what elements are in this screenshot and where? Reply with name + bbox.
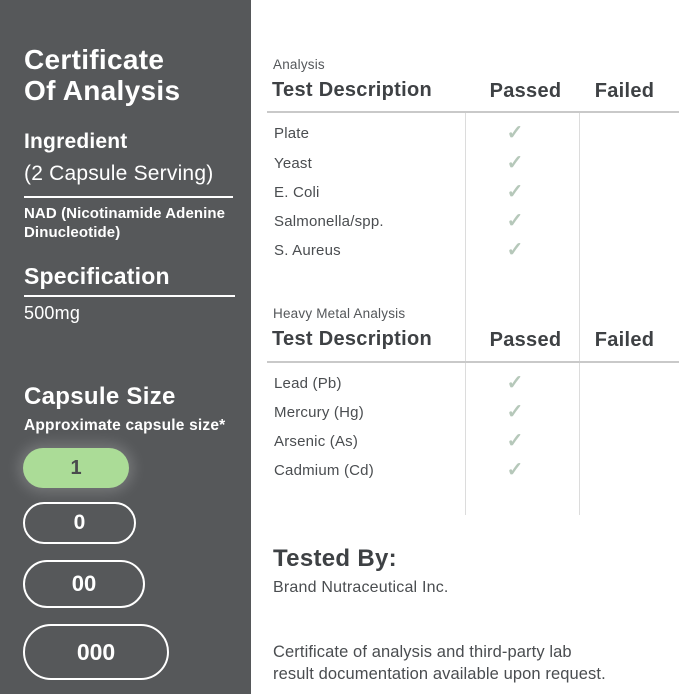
- table-row: [273, 374, 679, 394]
- capsule-option-000[interactable]: [23, 624, 169, 680]
- capsule-option-000-label: 000: [76, 638, 116, 665]
- heavy-metal-header-test: Test Description: [272, 328, 433, 350]
- ingredient-divider: [24, 196, 233, 198]
- test-name: Yeast: [274, 155, 312, 172]
- heavy-metal-header-failed: Failed: [594, 329, 655, 351]
- tested-by-value: Brand Nutraceutical Inc.: [273, 579, 449, 596]
- capsule-option-00[interactable]: [23, 560, 145, 608]
- table-row: [273, 183, 679, 203]
- table-row: [273, 403, 679, 423]
- table-row: [273, 124, 679, 144]
- capsule-option-0[interactable]: [23, 502, 136, 544]
- specification-heading: Specification: [24, 263, 170, 289]
- capsule-option-00-label: 00: [71, 571, 97, 596]
- table-row: [273, 212, 679, 232]
- tested-by-heading: Tested By:: [273, 545, 397, 572]
- table-row: [273, 154, 679, 174]
- test-name: Salmonella/spp.: [274, 213, 384, 230]
- page-title: [24, 44, 180, 107]
- ingredient-serving: (2 Capsule Serving): [24, 162, 214, 185]
- page-title-line1: Certificate: [24, 44, 165, 75]
- ingredient-value: NAD (Nicotinamide Adenine Dinucleotide): [24, 205, 226, 241]
- analysis-header-failed: Failed: [594, 80, 655, 102]
- test-name: S. Aureus: [274, 242, 341, 259]
- test-name: Plate: [274, 125, 310, 142]
- table-row: [273, 432, 679, 452]
- check-icon: ✓: [506, 430, 524, 452]
- test-name: Lead (Pb): [274, 375, 342, 392]
- footer-note: Certificate of analysis and third-party lab result documentation available upon request.: [273, 643, 606, 683]
- check-icon: ✓: [506, 459, 524, 481]
- test-name: E. Coli: [274, 184, 320, 201]
- check-icon: ✓: [506, 152, 524, 174]
- specification-value: 500mg: [24, 303, 81, 323]
- capsule-size-heading: Capsule Size: [24, 383, 176, 410]
- capsule-size-subheading: Approximate capsule size*: [24, 417, 226, 434]
- check-icon: ✓: [506, 372, 524, 394]
- heavy-metal-header-underline: [267, 361, 679, 363]
- check-icon: ✓: [506, 401, 524, 423]
- check-icon: ✓: [506, 181, 524, 203]
- page-title-line2: Of Analysis: [24, 75, 181, 107]
- test-name: Cadmium (Cd): [274, 462, 374, 479]
- specification-divider: [24, 295, 235, 297]
- table-row: [273, 461, 679, 481]
- analysis-header-passed: Passed: [489, 80, 562, 102]
- check-icon: ✓: [506, 122, 524, 144]
- sidebar: [0, 0, 251, 694]
- analysis-header-underline: [267, 111, 679, 113]
- table-row: [273, 241, 679, 261]
- check-icon: ✓: [506, 239, 524, 261]
- test-name: Mercury (Hg): [274, 404, 364, 421]
- check-icon: ✓: [506, 210, 524, 232]
- analysis-header-test: Test Description: [272, 79, 433, 101]
- capsule-option-1-label: 1: [70, 456, 82, 479]
- test-name: Arsenic (As): [274, 433, 359, 450]
- heavy-metal-header-passed: Passed: [489, 329, 562, 351]
- analysis-section-label: Analysis: [273, 57, 325, 72]
- ingredient-heading: Ingredient: [24, 130, 128, 153]
- capsule-option-1[interactable]: [23, 448, 129, 488]
- heavy-metal-section-label: Heavy Metal Analysis: [273, 306, 406, 321]
- capsule-option-0-label: 0: [73, 511, 86, 534]
